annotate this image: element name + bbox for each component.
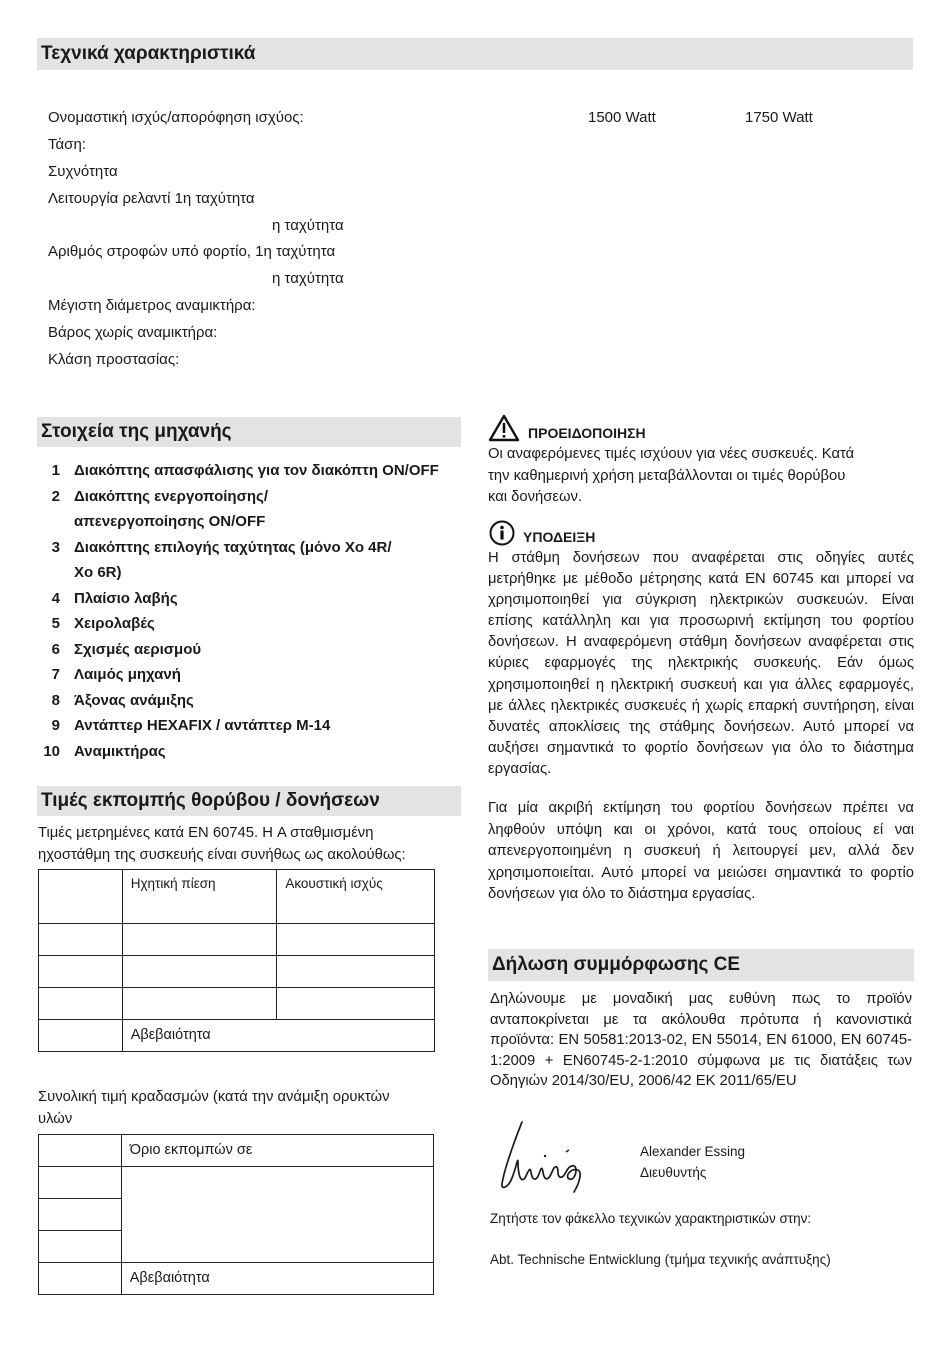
table-row [39, 1263, 434, 1295]
spec-weight-label: Βάρος χωρίς αναμικτήρα: [48, 324, 218, 341]
warning-title: ΠΡΟΕΙΔΟΠΟΙΗΣΗ [528, 424, 646, 441]
vibration-intro: Συνολική τιμή κραδασμών (κατά την ανάμιξη ορυκτών υλών [38, 1089, 390, 1127]
list-item: απενεργοποίησης ON/OFF [74, 513, 266, 530]
table-row [39, 924, 435, 956]
emission-limit-header: Όριο εκπομπών σε [121, 1135, 433, 1167]
spec-load-speed-1-label: Αριθμός στροφών υπό φορτίο, 1η ταχύτητα [48, 243, 336, 260]
table-row [39, 956, 435, 988]
list-item: 1 Διακόπτης απασφάλισης για τον διακόπτη ON/OFF [51, 462, 439, 479]
machine-parts-title: Στοιχεία της μηχανής [41, 421, 232, 442]
noise-header [37, 786, 461, 816]
hint-text-2: Για μία ακριβή εκτίμηση του φορτίου δονήσεων πρέπει να ληφθούν υπόψη και οι χρόνοι, κατά τους οποίους εί ναι απενεργοποιημένη η συσκευή ή λειτουργεί μεν, αλλά δεν χρησιμοποιείται. Αυτό μπορεί να μειώσει σημαντικά το φορτίο δονήσεων για όλο το διάστημα εργασίας. [488, 800, 914, 902]
signature [492, 1112, 602, 1203]
vibration-table [38, 1134, 434, 1295]
list-item: 10 Αναμικτήρας [43, 742, 166, 760]
list-item: 7 Λαιμός μηχανή [51, 666, 181, 683]
col-header-sound-power: Ακουστική ισχύς [277, 870, 435, 924]
signer-title: Διευθυντής [640, 1165, 707, 1180]
spec-voltage-label: Τάση: [48, 136, 86, 153]
spec-protection-class-label: Κλάση προστασίας: [48, 351, 180, 368]
warning-triangle-icon [488, 414, 520, 445]
hint-heading [489, 520, 595, 549]
table-row [39, 1020, 435, 1052]
signer-block [640, 1141, 745, 1183]
tech-file-request: Ζητήστε τον φάκελλο τεχνικών χαρακτηριστικών στην: [490, 1211, 812, 1226]
info-circle-icon [489, 520, 515, 549]
list-item: 2 Διακόπτης ενεργοποίησης/ [51, 487, 268, 505]
list-item: 3 Διακόπτης επιλογής ταχύτητας (μόνο Xo 4R/ [51, 538, 392, 556]
ce-declaration-title: Δήλωση συμμόρφωσης CE [492, 954, 740, 975]
uncertainty-label: Αβεβαιότητα [122, 1020, 434, 1052]
warning-heading [488, 414, 646, 445]
spec-power-value-2: 1750 Watt [745, 109, 813, 126]
machine-parts-list [38, 458, 478, 764]
table-row [39, 988, 435, 1020]
list-item: Xo 6R) [74, 564, 122, 581]
hint-title: ΥΠΟΔΕΙΞΗ [523, 528, 596, 545]
warning-text: Οι αναφερόμενες τιμές ισχύουν για νέες συσκευές. Κατά την καθημερινή χρήση μεταβάλλονται οι τιμές θορύβου και δονήσεων. [488, 446, 855, 505]
signer-name: Alexander Essing [640, 1144, 746, 1159]
spec-frequency-label: Συχνότητα [48, 163, 118, 180]
spec-load-speed-2-label: η ταχύτητα [272, 270, 344, 287]
hint-text: Η στάθμη δονήσεων που αναφέρεται στις οδηγίες αυτές μετρήθηκε με μέθοδο μέτρησης κατά EN 60745 και μπορεί να χρησιμοποιηθεί για σύγκριση ηλεκτρικών συσκευών. Είναι επίσης κατάλληλη και για προσωρινή εκτίμηση του φορτίου δονήσεων. Η αναφερόμενη στάθμη δονήσεων αναφέρεται στις κύριες εφαρμογές της ηλεκτρικής συσκευής. Εάν όμως χρησιμοποιηθεί η ηλεκτρική συσκευή και για άλλες εφαρμογές, με άλλες ηλεκτρικές συσκευές ή χωρίς επαρκή συντήρηση, είναι δυνατές αποκλίσεις της στάθμης δονήσεων. Αυτό μπορεί να αυξήσει σημαντικά το φορτίο δονήσεων για όλο το διάστημα εργασίας. [488, 550, 914, 777]
machine-parts-header [37, 417, 461, 447]
list-item: 4 Πλαίσιο λαβής [51, 589, 178, 607]
list-item: 9 Αντάπτερ HEXAFIX / αντάπτερ M-14 [51, 717, 331, 734]
spec-max-diameter-label: Μέγιστη διάμετρος αναμικτήρα: [48, 297, 256, 314]
tech-specs-header [37, 38, 913, 70]
ce-declaration-header [488, 949, 914, 981]
spec-idle-speed-2-label: η ταχύτητα [272, 217, 344, 234]
ce-declaration-text: Δηλώνουμε με μοναδική μας ευθύνη πως το προϊόν ανταποκρίνεται με τα ακόλουθα πρότυπα ή κανονιστικά προϊόντα: EN 50581:2013-02, EN 55014, EN 61000, EN 60745-1:2009 + EN60745-2-1:2010 σύμφωνα με τις διατάξεις των Οδηγιών 2014/30/EU, 2006/42 EK 2011/65/EU [490, 991, 912, 1089]
table-row [39, 1167, 434, 1199]
tech-specs-title: Τεχνικά χαρακτηριστικά [41, 43, 256, 64]
list-item: 6 Σχισμές αερισμού [51, 640, 202, 658]
list-item: 8 Άξονας ανάμιξης [51, 691, 194, 709]
uncertainty-label: Αβεβαιότητα [121, 1263, 433, 1295]
department-name: Abt. Technische Entwicklung (τμήμα τεχνικής ανάπτυξης) [490, 1252, 831, 1267]
spec-idle-speed-1-label: Λειτουργία ρελαντί 1η ταχύτητα [48, 190, 255, 207]
noise-intro: Τιμές μετρημένες κατά EN 60745. Η A σταθμισμένη ηχοστάθμη της συσκευής είναι συνήθως ως ακολούθως: [38, 825, 406, 863]
spec-power-label: Ονομαστική ισχύς/απορόφηση ισχύος: [48, 109, 304, 126]
col-header-sound-pressure: Ηχητική πίεση [122, 870, 277, 924]
spec-power-value-1: 1500 Watt [588, 109, 656, 126]
list-item: 5 Χειρολαβές [51, 615, 155, 632]
noise-table [38, 869, 435, 1052]
noise-title: Τιμές εκπομπής θορύβου / δονήσεων [41, 790, 380, 811]
